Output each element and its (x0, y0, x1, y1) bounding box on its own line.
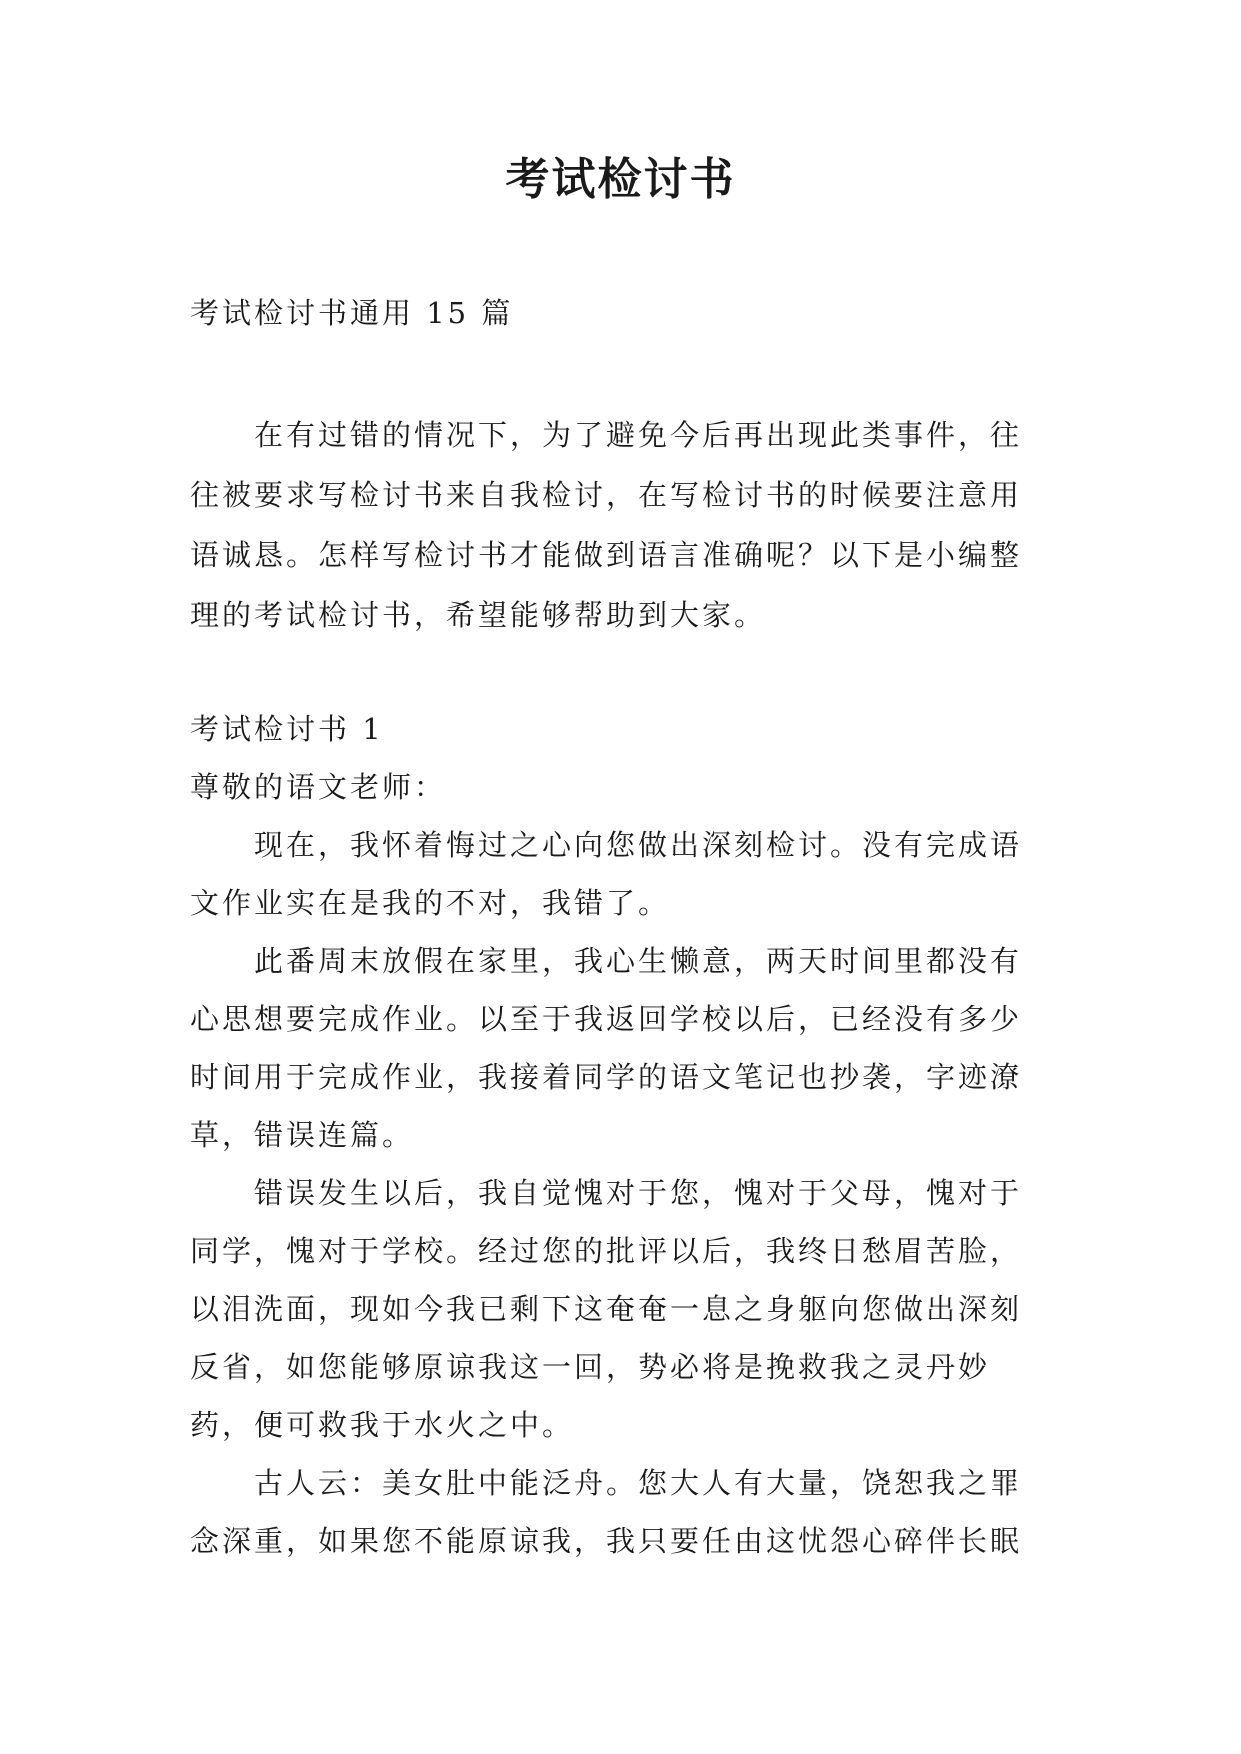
letter-paragraph: 古人云：美女肚中能泛舟。您大人有大量，饶恕我之罪念深重，如果您不能原谅我，我只要任由这忧怨心碎伴长眠 (190, 1466, 1023, 1558)
letter-paragraph: 此番周末放假在家里，我心生懒意，两天时间里都没有心思想要完成作业。以至于我返回学校以后，已经没有多少时间用于完成作业，我接着同学的语文笔记也抄袭，字迹潦草，错误连篇。 (190, 944, 1023, 1152)
document-title: 考试检讨书 (505, 154, 736, 205)
intro-paragraph: 在有过错的情况下，为了避免今后再出现此类事件，往往被要求写检讨书来自我检讨，在写检讨书的时候要注意用语诚恳。怎样写检讨书才能做到语言准确呢？以下是小编整理的考试检讨书，希望能够帮助到大家。 (190, 418, 1023, 632)
letter-paragraph: 现在，我怀着悔过之心向您做出深刻检讨。没有完成语文作业实在是我的不对，我错了。 (190, 828, 1023, 920)
letter-section (190, 700, 1052, 1570)
document-subtitle: 考试检讨书通用 15 篇 (190, 296, 514, 330)
section-heading: 考试检讨书 1 (190, 712, 384, 746)
letter-paragraph: 错误发生以后，我自觉愧对于您，愧对于父母，愧对于同学，愧对于学校。经过您的批评以后，我终日愁眉苦脸，以泪洗面，现如今我已剩下这奄奄一息之身躯向您做出深刻反省，如您能够原谅我这一回，势必将是挽救我之灵丹妙药，便可救我于水火之中。 (190, 1176, 1023, 1442)
salutation: 尊敬的语文老师： (190, 770, 447, 804)
